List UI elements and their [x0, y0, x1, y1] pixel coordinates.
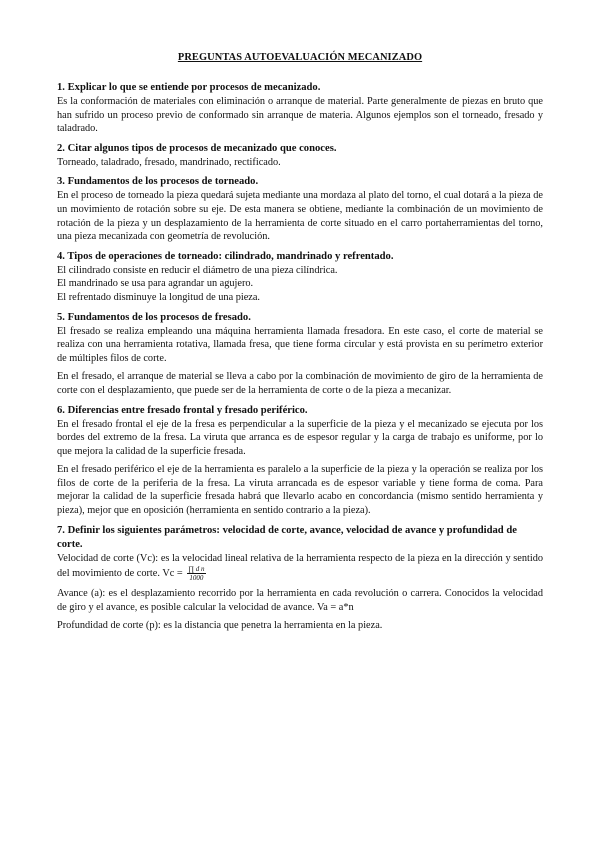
section-5 [57, 311, 543, 398]
section-paragraph: Es la conformación de materiales con eliminación o arranque de material. Parte generalmente de piezas en bruto que han sufrido un proceso previo de conformado sin arranque de materia. Algunos ejemplos son el torneado, fresado y taladrado. [57, 96, 543, 135]
formula-denominator: 1000 [189, 574, 204, 583]
vc-formula [187, 565, 205, 582]
section-heading: 1. Explicar lo que se entiende por procesos de mecanizado. [57, 82, 321, 93]
section-7 [57, 524, 543, 633]
document-title: PREGUNTAS AUTOEVALUACIÓN MECANIZADO [177, 52, 423, 63]
section-heading: 4. Tipos de operaciones de torneado: cilindrado, mandrinado y refrentado. [57, 250, 394, 262]
section-paragraph: En el fresado periférico el eje de la herramienta es paralelo a la superficie de la pieza y la operación se realiza por los filos de corte de la periferia de la fresa. La viruta arrancada es de espesor variable y tiene forma de coma. Para mejorar la calidad de la superficie fresada habrá que llevarlo acabo en concordancia (mismo sentido herramienta y pieza), mejor que en oposición (herramienta en sentido contrario a la pieza). [57, 464, 543, 517]
section-paragraph: En el fresado, el arranque de material se lleva a cabo por la combinación de movimiento de giro de la herramienta de corte con el desplazamiento, que puede ser de la herramienta de corte o de la pieza a mecanizar. [57, 371, 543, 396]
section-paragraph: En el fresado frontal el eje de la fresa es perpendicular a la superficie de la pieza y el mecanizado se ejecuta por los bordes del extremo de la fresa. La viruta que arranca es de espesor regular y la carga de trabajo es uniforme, por lo que mejora la calidad de la superficie fresada. [57, 418, 543, 457]
vc-text: Velocidad de corte (Vc): es la velocidad lineal relativa de la herramienta respecto de la pieza en la dirección y sentido del movimiento de corte. Vc = [57, 552, 543, 580]
section-line: El cilindrado consiste en reducir el diámetro de una pieza cilíndrica. [57, 264, 338, 276]
section-6 [57, 404, 543, 518]
section-heading: 3. Fundamentos de los procesos de torneado. [57, 176, 259, 188]
vc-definition [57, 552, 543, 583]
section-1 [57, 81, 543, 136]
section-2 [57, 142, 543, 170]
section-paragraph: En el proceso de torneado la pieza quedará sujeta mediante una mordaza al plato del torno, el cual dotará a la pieza de un movimiento de rotación sobre su eje. De esta manera se obtiene, mediante la combinación de un movimiento de rotación de la pieza y un desplazamiento de la herramienta de corte situado en el carro portaherramientas del torno, una pieza mecanizada con geometría de revolución. [57, 190, 543, 243]
section-heading: 7. Definir los siguientes parámetros: velocidad de corte, avance, velocidad de avance y profundidad de corte. [57, 524, 517, 550]
formula-numerator: ∏ d n [188, 565, 205, 574]
section-3 [57, 175, 543, 243]
section-paragraph: Torneado, taladrado, fresado, mandrinado, rectificado. [57, 156, 281, 168]
section-paragraph: El fresado se realiza empleando una máquina herramienta llamada fresadora. En este caso, el corte de material se realiza con una herramienta rotativa, llamada fresa, que tiene forma circular y está provista en su perímetro exterior de múltiples filos de corte. [57, 325, 543, 364]
section-heading: 5. Fundamentos de los procesos de fresado. [57, 311, 251, 323]
section-line: El refrentado disminuye la longitud de una pieza. [57, 291, 261, 303]
section-paragraph: Avance (a): es el desplazamiento recorrido por la herramienta en cada revolución o carrera. Conocidos la velocidad de giro y el avance, es posible calcular la velocidad de avance. Va = a*n [57, 588, 543, 613]
section-line: El mandrinado se usa para agrandar un agujero. [57, 278, 254, 290]
section-heading: 6. Diferencias entre fresado frontal y fresado periférico. [57, 404, 308, 416]
section-4 [57, 250, 543, 305]
section-paragraph: Profundidad de corte (p): es la distancia que penetra la herramienta en la pieza. [57, 620, 383, 632]
section-heading: 2. Citar algunos tipos de procesos de mecanizado que conoces. [57, 142, 337, 154]
